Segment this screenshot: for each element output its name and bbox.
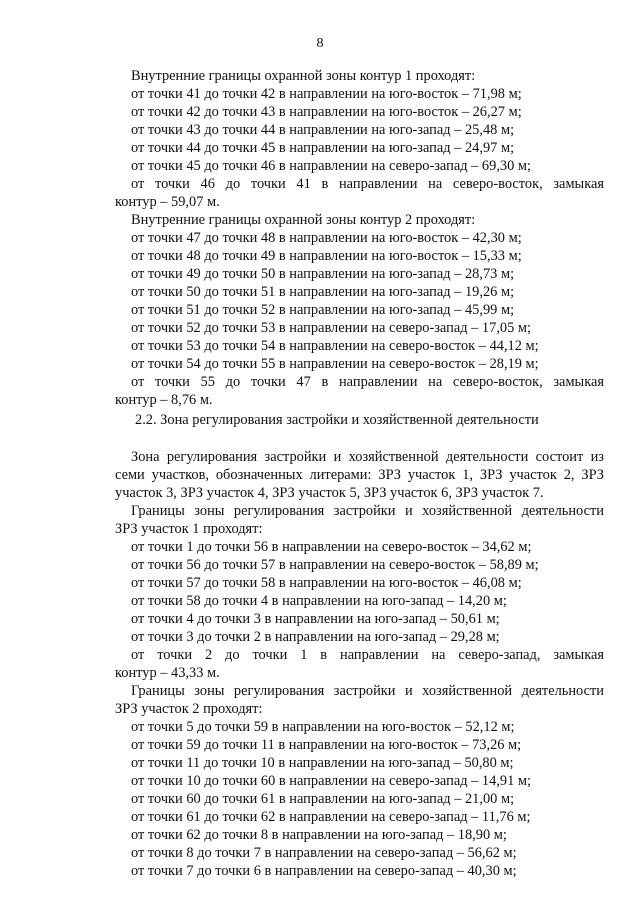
plot2-line: от точки 5 до точки 59 в направлении на юго-восток – 52,12 м;: [131, 719, 515, 735]
contour2-line: от точки 50 до точки 51 в направлении на юго-запад – 19,26 м;: [131, 284, 515, 300]
contour1-line: от точки 43 до точки 44 в направлении на юго-запад – 25,48 м;: [131, 122, 515, 138]
plot1-closing-continuation: контур – 43,33 м.: [115, 665, 220, 681]
plot1-line: от точки 3 до точки 2 в направлении на юго-запад – 29,28 м;: [131, 629, 500, 645]
zone-paragraph-line: участок 3, ЗРЗ участок 4, ЗРЗ участок 5, ЗРЗ участок 6, ЗРЗ участок 7.: [115, 485, 544, 501]
contour2-line: от точки 48 до точки 49 в направлении на юго-восток – 15,33 м;: [131, 248, 522, 264]
plot1-closing-line: от точки 2 до точки 1 в направлении на северо-запад, замыкая: [131, 647, 604, 663]
contour1-line: от точки 41 до точки 42 в направлении на юго-восток – 71,98 м;: [131, 86, 522, 102]
contour2-line: от точки 53 до точки 54 в направлении на северо-восток – 44,12 м;: [131, 338, 539, 354]
page-number: 8: [316, 36, 324, 51]
plot1-line: от точки 57 до точки 58 в направлении на юго-восток – 46,08 м;: [131, 575, 522, 591]
contour2-closing-line: от точки 55 до точки 47 в направлении на северо-восток, замыкая: [131, 374, 604, 390]
contour1-intro: Внутренние границы охранной зоны контур 1 проходят:: [131, 68, 476, 84]
contour2-line: от точки 54 до точки 55 в направлении на северо-восток – 28,19 м;: [131, 356, 539, 372]
plot2-line: от точки 59 до точки 11 в направлении на юго-восток – 73,26 м;: [131, 737, 522, 753]
plot1-intro: Границы зоны регулирования застройки и хозяйственной деятельности: [131, 503, 604, 519]
contour1-closing-line: от точки 46 до точки 41 в направлении на северо-восток, замыкая: [131, 176, 604, 192]
contour1-line: от точки 45 до точки 46 в направлении на северо-запад – 69,30 м;: [131, 158, 532, 174]
section-heading: 2.2. Зона регулирования застройки и хозяйственной деятельности: [135, 412, 539, 428]
plot2-line: от точки 7 до точки 6 в направлении на северо-запад – 40,30 м;: [131, 863, 517, 879]
plot2-line: от точки 11 до точки 10 в направлении на юго-запад – 50,80 м;: [131, 755, 514, 771]
plot1-line: от точки 58 до точки 4 в направлении на юго-запад – 14,20 м;: [131, 593, 507, 609]
contour2-intro: Внутренние границы охранной зоны контур 2 проходят:: [131, 212, 476, 228]
contour1-closing-continuation: контур – 59,07 м.: [115, 194, 220, 210]
contour2-line: от точки 47 до точки 48 в направлении на юго-восток – 42,30 м;: [131, 230, 522, 246]
zone-paragraph-line: семи участков, обозначенных литерами: ЗРЗ участок 1, ЗРЗ участок 2, ЗРЗ: [115, 467, 604, 483]
plot1-line: от точки 56 до точки 57 в направлении на северо-восток – 58,89 м;: [131, 557, 539, 573]
plot2-line: от точки 62 до точки 8 в направлении на юго-запад – 18,90 м;: [131, 827, 507, 843]
plot2-line: от точки 61 до точки 62 в направлении на северо-запад – 11,76 м;: [131, 809, 531, 825]
plot1-line: от точки 4 до точки 3 в направлении на юго-запад – 50,61 м;: [131, 611, 500, 627]
plot1-line: от точки 1 до точки 56 в направлении на северо-восток – 34,62 м;: [131, 539, 532, 555]
contour2-line: от точки 49 до точки 50 в направлении на юго-запад – 28,73 м;: [131, 266, 515, 282]
contour2-closing-continuation: контур – 8,76 м.: [115, 392, 213, 408]
contour1-line: от точки 44 до точки 45 в направлении на юго-запад – 24,97 м;: [131, 140, 515, 156]
contour1-line: от точки 42 до точки 43 в направлении на юго-восток – 26,27 м;: [131, 104, 522, 120]
contour2-line: от точки 52 до точки 53 в направлении на северо-запад – 17,05 м;: [131, 320, 532, 336]
plot2-intro-continuation: ЗРЗ участок 2 проходят:: [115, 701, 263, 717]
plot1-intro-continuation: ЗРЗ участок 1 проходят:: [115, 521, 263, 537]
plot2-line: от точки 8 до точки 7 в направлении на северо-запад – 56,62 м;: [131, 845, 517, 861]
plot2-intro: Границы зоны регулирования застройки и хозяйственной деятельности: [131, 683, 604, 699]
plot2-line: от точки 60 до точки 61 в направлении на юго-запад – 21,00 м;: [131, 791, 515, 807]
plot2-line: от точки 10 до точки 60 в направлении на северо-запад – 14,91 м;: [131, 773, 532, 789]
contour2-line: от точки 51 до точки 52 в направлении на юго-запад – 45,99 м;: [131, 302, 515, 318]
zone-paragraph-line: Зона регулирования застройки и хозяйственной деятельности состоит из: [131, 449, 604, 465]
